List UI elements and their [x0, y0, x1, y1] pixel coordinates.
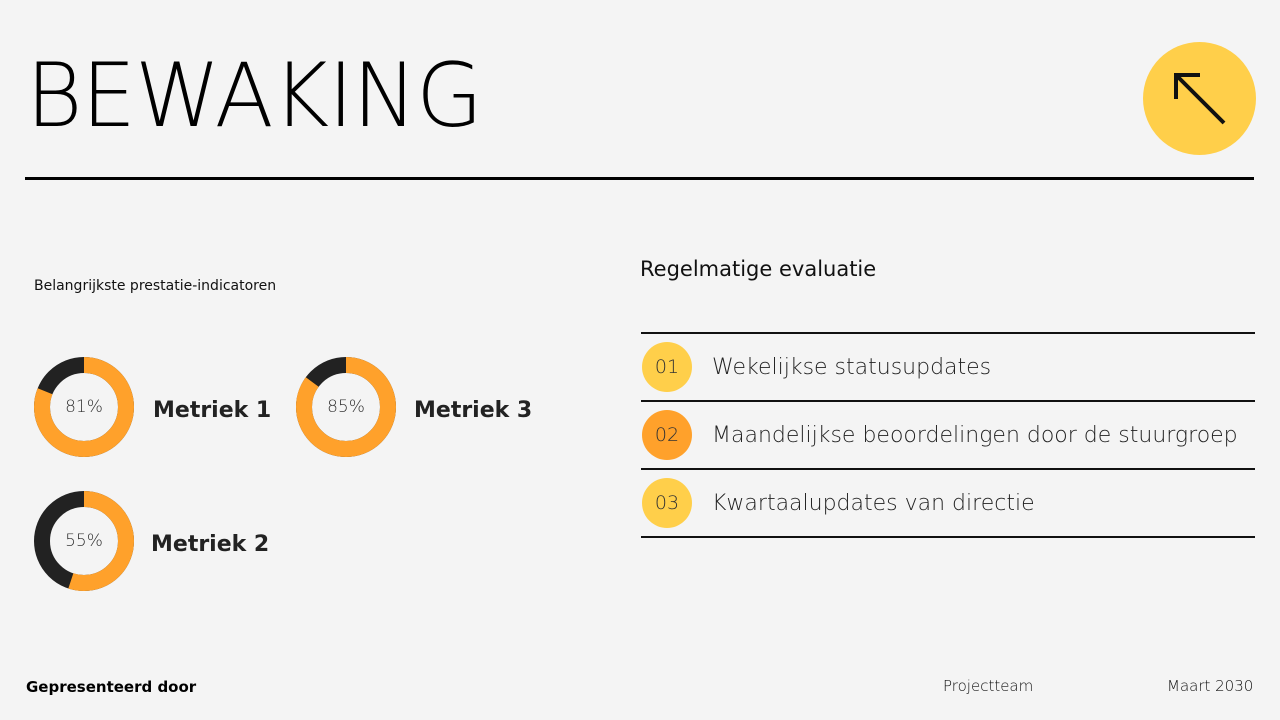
- divider: [641, 536, 1255, 538]
- arrow-up-left-icon: [1170, 69, 1230, 129]
- kpi-donut-metriek-1: [33, 356, 135, 458]
- page-title: BEWAKING: [26, 44, 483, 147]
- kpi-label: Metriek 2: [151, 532, 270, 557]
- header-divider: [25, 177, 1254, 180]
- team-name: Projectteam: [943, 677, 1034, 695]
- step-badge: 03: [642, 478, 692, 528]
- kpi-donut-metriek-2: [33, 490, 135, 592]
- list-item-text: Wekelijkse statusupdates: [712, 354, 992, 380]
- evaluation-list: [641, 332, 1255, 538]
- kpi-percent: 55%: [65, 531, 103, 551]
- step-badge: 02: [642, 410, 692, 460]
- list-item: [641, 402, 1255, 468]
- evaluation-heading: Regelmatige evaluatie: [640, 257, 877, 281]
- kpi-percent: 81%: [65, 397, 103, 417]
- kpi-label: Metriek 1: [153, 398, 272, 423]
- presented-by: Gepresenteerd door: [26, 678, 197, 696]
- list-item: [641, 470, 1255, 536]
- list-item: [641, 334, 1255, 400]
- kpi-donut-metriek-3: [295, 356, 397, 458]
- arrow-button[interactable]: [1143, 42, 1256, 155]
- list-item-text: Kwartaalupdates van directie: [712, 490, 1035, 516]
- step-badge: 01: [642, 342, 692, 392]
- date: Maart 2030: [1167, 677, 1254, 695]
- kpi-percent: 85%: [327, 397, 365, 417]
- list-item-text: Maandelijkse beoordelingen door de stuurgroep: [712, 422, 1238, 448]
- kpi-label: Metriek 3: [414, 398, 533, 423]
- kpi-heading: Belangrijkste prestatie-indicatoren: [34, 278, 277, 294]
